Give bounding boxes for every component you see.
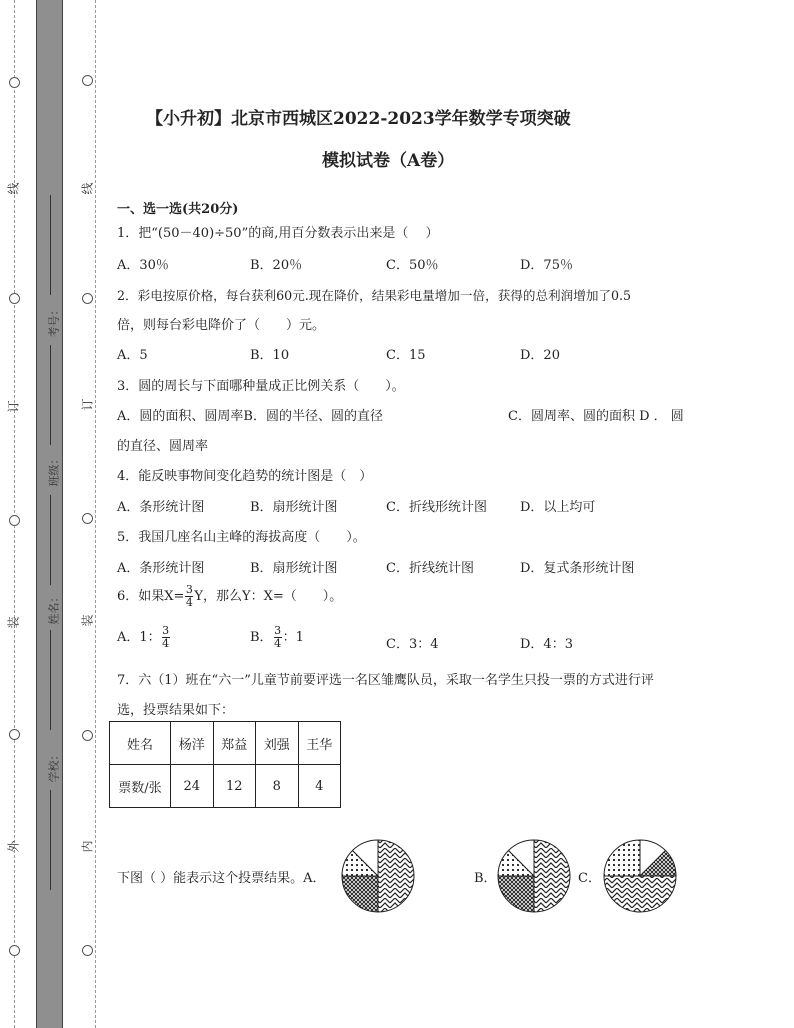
- field-underline: [50, 195, 51, 295]
- question-6-stem: [117, 584, 342, 609]
- section-heading: 一、选一选(共20分): [117, 202, 239, 217]
- question-5-option-a: A．条形统计图: [117, 561, 205, 576]
- fraction-numerator: 3: [185, 583, 193, 596]
- margin-label-xian: 线: [6, 182, 21, 195]
- table-cell: 票数/张: [110, 765, 171, 808]
- pie-slice: [604, 876, 676, 912]
- question-2-stem: 2．彩电按原价格，每台获利60元.现在降价，结果彩电量增加一倍，获得的总利润增加了0.5: [117, 288, 632, 303]
- table-cell: 杨洋: [171, 722, 214, 765]
- question-4-option-d: D．以上均可: [520, 500, 596, 515]
- table-cell: 24: [171, 765, 214, 808]
- fraction: [185, 584, 193, 609]
- field-underline: [50, 790, 51, 890]
- question-4-option-b: B．扇形统计图: [250, 500, 338, 515]
- option-b-pre: B．: [250, 630, 273, 645]
- pie-figure-b: [496, 838, 572, 914]
- table-cell: 4: [298, 765, 341, 808]
- table-cell: 王华: [298, 722, 341, 765]
- field-label-kaohao: 考号：: [47, 304, 61, 338]
- question-2-option-b: B．10: [250, 348, 290, 363]
- question-2-stem-cont: 倍，则每台彩电降价了（ ）元。: [117, 318, 326, 333]
- field-underline: [50, 345, 51, 445]
- pie-figure-a: [340, 838, 416, 914]
- question-4-stem: 4．能反映事物间变化趋势的统计图是（ ）: [117, 469, 373, 484]
- binding-hole: [9, 945, 20, 956]
- question-5-option-d: D．复式条形统计图: [520, 561, 635, 576]
- question-3-options-left: A．圆的面积、圆周率B．圆的半径、圆的直径: [117, 409, 383, 424]
- field-label-banji: 班级：: [47, 453, 61, 487]
- question-5-option-b: B．扇形统计图: [250, 561, 338, 576]
- question-7-stem-cont: 选，投票结果如下：: [117, 703, 235, 718]
- pie-slice: [534, 840, 570, 912]
- question-1-stem: 1．把“(50－40)÷50”的商,用百分数表示出来是（ ）: [117, 226, 439, 241]
- question-4-option-c: C．折线形统计图: [386, 500, 487, 515]
- fraction: [274, 625, 282, 650]
- pie-slice: [604, 840, 640, 876]
- table-cell: 8: [256, 765, 299, 808]
- fraction-denominator: 4: [274, 637, 282, 650]
- question-1-option-a: A．30％: [117, 258, 169, 273]
- question-2-option-c: C．15: [386, 348, 426, 363]
- question-6-stem-post: Y，那么Y：X=（ ）。: [194, 589, 343, 604]
- binding-hole: [82, 945, 93, 956]
- table-header-row: [110, 722, 341, 765]
- fraction-denominator: 4: [185, 596, 193, 609]
- field-label-xingming: 姓名：: [47, 591, 61, 625]
- pie-slice: [378, 840, 414, 912]
- question-3-options-right: C．圆周率、圆的面积 D ． 圆: [508, 409, 684, 424]
- question-1-option-c: C．50％: [386, 258, 439, 273]
- question-4-option-a: A．条形统计图: [117, 500, 205, 515]
- binding-hole: [82, 293, 93, 304]
- binding-hole: [9, 77, 20, 88]
- question-5-option-c: C．折线统计图: [386, 561, 474, 576]
- margin-label-ding: 订: [6, 400, 21, 413]
- question-6-option-b: [250, 625, 304, 650]
- margin-label-zhuang-inner: 装: [80, 614, 95, 627]
- vote-table: [109, 721, 341, 808]
- table-row: [110, 765, 341, 808]
- outer-cut-line: [14, 0, 15, 1028]
- fraction-numerator: 3: [274, 624, 282, 637]
- binding-hole: [82, 730, 93, 741]
- binding-hole: [82, 75, 93, 86]
- fraction: [162, 625, 170, 650]
- table-cell: 刘强: [256, 722, 299, 765]
- binding-hole: [9, 729, 20, 740]
- option-b-post: ：1: [282, 630, 304, 645]
- question-3-options-cont: 的直径、圆周率: [117, 439, 209, 454]
- table-cell: 姓名: [110, 722, 171, 765]
- margin-label-wai: 外: [6, 840, 21, 853]
- question-6-option-d: D．4：3: [520, 637, 573, 652]
- binding-hole: [9, 515, 20, 526]
- question-2-option-d: D．20: [520, 348, 560, 363]
- margin-label-xian-inner: 线: [80, 182, 95, 195]
- fraction-numerator: 3: [162, 624, 170, 637]
- field-underline: [50, 630, 51, 730]
- margin-label-zhuang: 装: [6, 616, 21, 629]
- pie-slice: [498, 876, 534, 912]
- margin-label-ding-inner: 订: [80, 398, 95, 411]
- question-1-option-b: B．20％: [250, 258, 303, 273]
- table-cell: 12: [213, 765, 256, 808]
- table-cell: 郑益: [213, 722, 256, 765]
- field-underline: [50, 495, 51, 585]
- page-title: 【小升初】北京市西城区2022-2023学年数学专项突破: [146, 109, 571, 129]
- question-7-option-c: C．: [578, 871, 601, 886]
- field-label-xuexiao: 学校：: [47, 749, 61, 783]
- inner-cut-line: [95, 0, 96, 1028]
- pie-figure-c: [602, 838, 678, 914]
- question-6-option-a: [117, 625, 171, 650]
- option-a-pre: A．1：: [117, 630, 161, 645]
- page-subtitle: 模拟试卷（A卷）: [322, 151, 455, 171]
- margin-label-nei-inner: 内: [80, 840, 95, 853]
- question-3-stem: 3．圆的周长与下面哪种量成正比例关系（ ）。: [117, 379, 405, 394]
- question-5-stem: 5．我国几座名山主峰的海拔高度（ ）。: [117, 530, 366, 545]
- fraction-denominator: 4: [162, 637, 170, 650]
- question-7-stem: 7．六（1）班在“六一”儿童节前要评选一名区雏鹰队员，采取一名学生只投一票的方式进行评: [117, 673, 654, 688]
- question-7-option-b: B．: [474, 871, 497, 886]
- question-7-bottom: 下图（ ）能表示这个投票结果。A．: [117, 871, 326, 886]
- question-1-option-d: D．75％: [520, 258, 573, 273]
- question-6-stem-pre: 6．如果X=: [117, 589, 185, 604]
- binding-hole: [82, 513, 93, 524]
- question-2-option-a: A．5: [117, 348, 148, 363]
- pie-slice: [342, 876, 378, 912]
- binding-hole: [9, 293, 20, 304]
- question-6-option-c: C．3：4: [386, 637, 439, 652]
